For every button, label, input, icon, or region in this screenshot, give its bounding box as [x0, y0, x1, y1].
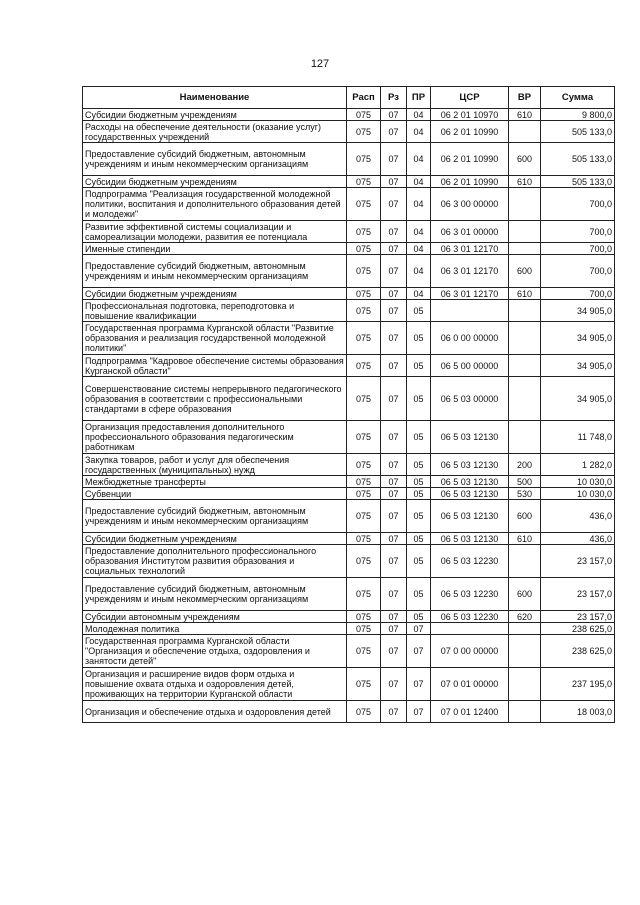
cell-name: Субсидии бюджетным учреждениям: [83, 109, 347, 121]
cell-vr: [509, 355, 541, 377]
cell-rasp: 075: [347, 578, 381, 611]
cell-csr: [431, 623, 509, 635]
cell-vr: [509, 701, 541, 723]
table-row: [83, 176, 615, 188]
cell-csr: 06 0 00 00000: [431, 322, 509, 355]
cell-pr: 07: [407, 623, 431, 635]
page-number: 127: [310, 58, 330, 70]
cell-rasp: 075: [347, 623, 381, 635]
cell-sum: 436,0: [541, 500, 615, 533]
cell-sum: 34 905,0: [541, 322, 615, 355]
cell-csr: 06 5 03 12130: [431, 421, 509, 454]
cell-vr: [509, 635, 541, 668]
header-csr: ЦСР: [431, 87, 509, 109]
cell-vr: [509, 377, 541, 421]
table-row: [83, 121, 615, 143]
cell-vr: [509, 421, 541, 454]
cell-sum: 34 905,0: [541, 300, 615, 322]
cell-name: Межбюджетные трансферты: [83, 476, 347, 488]
header-rz: Рз: [381, 87, 407, 109]
cell-rz: 07: [381, 533, 407, 545]
cell-pr: 07: [407, 701, 431, 723]
cell-name: Расходы на обеспечение деятельности (оказание услуг) государственных учреждений: [83, 121, 347, 143]
cell-rasp: 075: [347, 488, 381, 500]
table-row: [83, 143, 615, 176]
cell-csr: 06 5 03 00000: [431, 377, 509, 421]
cell-name: Предоставление субсидий бюджетным, автономным учреждениям и иным некоммерческим организациям: [83, 143, 347, 176]
cell-pr: 05: [407, 300, 431, 322]
header-rasp: Расп: [347, 87, 381, 109]
table-row: [83, 377, 615, 421]
cell-rasp: 075: [347, 500, 381, 533]
table-row: [83, 545, 615, 578]
cell-rasp: 075: [347, 668, 381, 701]
cell-rz: 07: [381, 701, 407, 723]
cell-pr: 05: [407, 578, 431, 611]
cell-rz: 07: [381, 176, 407, 188]
cell-name: Профессиональная подготовка, переподготовка и повышение квалификации: [83, 300, 347, 322]
cell-pr: 05: [407, 545, 431, 578]
cell-rz: 07: [381, 188, 407, 221]
cell-pr: 05: [407, 377, 431, 421]
cell-name: Субвенции: [83, 488, 347, 500]
cell-name: Совершенствование системы непрерывного педагогического образования в соответствии с профессиональными стандартами в сфере образования: [83, 377, 347, 421]
cell-name: Развитие эффективной системы социализации и самореализации молодежи, развития ее потенциала: [83, 221, 347, 243]
cell-sum: 23 157,0: [541, 545, 615, 578]
cell-pr: 04: [407, 243, 431, 255]
cell-vr: [509, 121, 541, 143]
table-row: [83, 421, 615, 454]
cell-vr: 620: [509, 611, 541, 623]
table-row: [83, 533, 615, 545]
cell-rasp: 075: [347, 243, 381, 255]
cell-vr: 200: [509, 454, 541, 476]
cell-csr: 07 0 00 00000: [431, 635, 509, 668]
header-vr: ВР: [509, 87, 541, 109]
cell-name: Государственная программа Курганской области "Развитие образования и реализация государственной молодежной политики": [83, 322, 347, 355]
cell-csr: 06 5 03 12130: [431, 476, 509, 488]
header-pr: ПР: [407, 87, 431, 109]
cell-csr: 06 5 03 12230: [431, 611, 509, 623]
cell-csr: 06 5 03 12130: [431, 500, 509, 533]
cell-pr: 04: [407, 188, 431, 221]
cell-sum: 237 195,0: [541, 668, 615, 701]
cell-csr: 06 2 01 10990: [431, 143, 509, 176]
table-row: [83, 221, 615, 243]
cell-sum: 10 030,0: [541, 476, 615, 488]
cell-rz: 07: [381, 143, 407, 176]
cell-name: Субсидии автономным учреждениям: [83, 611, 347, 623]
cell-name: Субсидии бюджетным учреждениям: [83, 288, 347, 300]
cell-name: Именные стипендии: [83, 243, 347, 255]
cell-csr: 06 3 00 00000: [431, 188, 509, 221]
cell-rz: 07: [381, 454, 407, 476]
cell-pr: 05: [407, 500, 431, 533]
cell-csr: 06 2 01 10970: [431, 109, 509, 121]
cell-csr: 06 2 01 10990: [431, 176, 509, 188]
cell-sum: 505 133,0: [541, 143, 615, 176]
cell-rasp: 075: [347, 300, 381, 322]
cell-name: Предоставление дополнительного профессионального образования Институтом развития образования и социальных технологий: [83, 545, 347, 578]
cell-sum: 23 157,0: [541, 578, 615, 611]
cell-vr: [509, 545, 541, 578]
cell-csr: [431, 300, 509, 322]
cell-csr: 06 3 01 12170: [431, 255, 509, 288]
table-row: [83, 288, 615, 300]
cell-csr: 07 0 01 00000: [431, 668, 509, 701]
cell-sum: 1 282,0: [541, 454, 615, 476]
cell-vr: 610: [509, 533, 541, 545]
cell-vr: [509, 188, 541, 221]
cell-rasp: 075: [347, 322, 381, 355]
cell-vr: 600: [509, 143, 541, 176]
table-body: [83, 109, 615, 723]
cell-vr: [509, 668, 541, 701]
cell-rz: 07: [381, 611, 407, 623]
cell-vr: 600: [509, 578, 541, 611]
cell-rasp: 075: [347, 611, 381, 623]
cell-name: Организация предоставления дополнительного профессионального образования педагогическим работникам: [83, 421, 347, 454]
cell-rasp: 075: [347, 377, 381, 421]
cell-csr: 06 3 01 00000: [431, 221, 509, 243]
cell-csr: 06 5 00 00000: [431, 355, 509, 377]
cell-csr: 06 5 03 12230: [431, 545, 509, 578]
cell-rasp: 075: [347, 635, 381, 668]
cell-sum: 18 003,0: [541, 701, 615, 723]
cell-pr: 05: [407, 611, 431, 623]
cell-sum: 10 030,0: [541, 488, 615, 500]
cell-rz: 07: [381, 377, 407, 421]
cell-name: Закупка товаров, работ и услуг для обеспечения государственных (муниципальных) нужд: [83, 454, 347, 476]
cell-pr: 05: [407, 355, 431, 377]
cell-vr: [509, 322, 541, 355]
cell-sum: 436,0: [541, 533, 615, 545]
cell-vr: 610: [509, 288, 541, 300]
cell-rasp: 075: [347, 221, 381, 243]
table-row: [83, 476, 615, 488]
cell-sum: 9 800,0: [541, 109, 615, 121]
cell-rasp: 075: [347, 476, 381, 488]
cell-name: Предоставление субсидий бюджетным, автономным учреждениям и иным некоммерческим организациям: [83, 255, 347, 288]
cell-sum: 23 157,0: [541, 611, 615, 623]
cell-sum: 700,0: [541, 255, 615, 288]
cell-rz: 07: [381, 255, 407, 288]
cell-rz: 07: [381, 243, 407, 255]
table-row: [83, 488, 615, 500]
cell-pr: 05: [407, 421, 431, 454]
cell-csr: 06 5 03 12130: [431, 488, 509, 500]
cell-csr: 07 0 01 12400: [431, 701, 509, 723]
cell-pr: 04: [407, 121, 431, 143]
cell-vr: 500: [509, 476, 541, 488]
cell-pr: 05: [407, 476, 431, 488]
cell-rasp: 075: [347, 545, 381, 578]
cell-name: Предоставление субсидий бюджетным, автономным учреждениям и иным некоммерческим организациям: [83, 578, 347, 611]
table-row: [83, 454, 615, 476]
cell-pr: 04: [407, 109, 431, 121]
cell-vr: [509, 300, 541, 322]
cell-pr: 04: [407, 288, 431, 300]
table-row: [83, 578, 615, 611]
cell-rz: 07: [381, 288, 407, 300]
cell-name: Предоставление субсидий бюджетным, автономным учреждениям и иным некоммерческим организациям: [83, 500, 347, 533]
cell-vr: 600: [509, 500, 541, 533]
cell-name: Подпрограмма "Реализация государственной молодежной политики, воспитания и дополнительного образования детей и молодежи": [83, 188, 347, 221]
cell-rz: 07: [381, 500, 407, 533]
cell-rz: 07: [381, 121, 407, 143]
cell-rasp: 075: [347, 255, 381, 288]
table-row: [83, 188, 615, 221]
cell-rasp: 075: [347, 288, 381, 300]
cell-name: Организация и расширение видов форм отдыха и повышение охвата отдыха и оздоровления детей, проживающих на территории Курганской области: [83, 668, 347, 701]
header-name: Наименование: [83, 87, 347, 109]
table-row: [83, 623, 615, 635]
cell-vr: [509, 623, 541, 635]
table-row: [83, 611, 615, 623]
cell-csr: 06 3 01 12170: [431, 288, 509, 300]
cell-rasp: 075: [347, 355, 381, 377]
table-row: [83, 300, 615, 322]
cell-name: Государственная программа Курганской области "Организация и обеспечение отдыха, оздоровления и занятости детей": [83, 635, 347, 668]
cell-vr: 530: [509, 488, 541, 500]
cell-name: Организация и обеспечение отдыха и оздоровления детей: [83, 701, 347, 723]
cell-sum: 34 905,0: [541, 377, 615, 421]
cell-pr: 04: [407, 255, 431, 288]
cell-csr: 06 5 03 12230: [431, 578, 509, 611]
cell-pr: 07: [407, 635, 431, 668]
table-header-row: [83, 87, 615, 109]
cell-rz: 07: [381, 488, 407, 500]
header-sum: Сумма: [541, 87, 615, 109]
cell-sum: 505 133,0: [541, 121, 615, 143]
cell-pr: 05: [407, 322, 431, 355]
cell-rz: 07: [381, 668, 407, 701]
cell-sum: 700,0: [541, 243, 615, 255]
cell-rasp: 075: [347, 188, 381, 221]
cell-rasp: 075: [347, 421, 381, 454]
cell-sum: 34 905,0: [541, 355, 615, 377]
table-row: [83, 668, 615, 701]
cell-sum: 238 625,0: [541, 635, 615, 668]
cell-rz: 07: [381, 355, 407, 377]
cell-name: Подпрограмма "Кадровое обеспечение системы образования Курганской области": [83, 355, 347, 377]
cell-rasp: 075: [347, 109, 381, 121]
cell-vr: 610: [509, 109, 541, 121]
cell-pr: 04: [407, 221, 431, 243]
table-row: [83, 701, 615, 723]
cell-name: Субсидии бюджетным учреждениям: [83, 533, 347, 545]
cell-pr: 05: [407, 533, 431, 545]
cell-rz: 07: [381, 221, 407, 243]
cell-name: Молодежная политика: [83, 623, 347, 635]
cell-rasp: 075: [347, 176, 381, 188]
cell-rz: 07: [381, 623, 407, 635]
table-row: [83, 500, 615, 533]
cell-sum: 700,0: [541, 188, 615, 221]
table-row: [83, 109, 615, 121]
cell-csr: 06 5 03 12130: [431, 454, 509, 476]
cell-rz: 07: [381, 476, 407, 488]
cell-vr: [509, 243, 541, 255]
cell-pr: 07: [407, 668, 431, 701]
cell-pr: 04: [407, 143, 431, 176]
cell-sum: 11 748,0: [541, 421, 615, 454]
budget-table: [82, 86, 615, 723]
cell-rasp: 075: [347, 143, 381, 176]
cell-name: Субсидии бюджетным учреждениям: [83, 176, 347, 188]
cell-rasp: 075: [347, 533, 381, 545]
cell-sum: 700,0: [541, 221, 615, 243]
cell-rz: 07: [381, 635, 407, 668]
table-row: [83, 355, 615, 377]
cell-rz: 07: [381, 578, 407, 611]
cell-sum: 505 133,0: [541, 176, 615, 188]
cell-rz: 07: [381, 300, 407, 322]
cell-csr: 06 3 01 12170: [431, 243, 509, 255]
cell-rz: 07: [381, 545, 407, 578]
cell-rz: 07: [381, 421, 407, 454]
cell-csr: 06 5 03 12130: [431, 533, 509, 545]
cell-sum: 238 625,0: [541, 623, 615, 635]
cell-vr: 600: [509, 255, 541, 288]
cell-rz: 07: [381, 109, 407, 121]
table-row: [83, 635, 615, 668]
cell-vr: [509, 221, 541, 243]
cell-sum: 700,0: [541, 288, 615, 300]
cell-pr: 04: [407, 176, 431, 188]
table-row: [83, 255, 615, 288]
cell-rasp: 075: [347, 701, 381, 723]
cell-rasp: 075: [347, 454, 381, 476]
cell-pr: 05: [407, 454, 431, 476]
cell-pr: 05: [407, 488, 431, 500]
table-row: [83, 322, 615, 355]
cell-csr: 06 2 01 10990: [431, 121, 509, 143]
table-row: [83, 243, 615, 255]
cell-rz: 07: [381, 322, 407, 355]
cell-rasp: 075: [347, 121, 381, 143]
cell-vr: 610: [509, 176, 541, 188]
